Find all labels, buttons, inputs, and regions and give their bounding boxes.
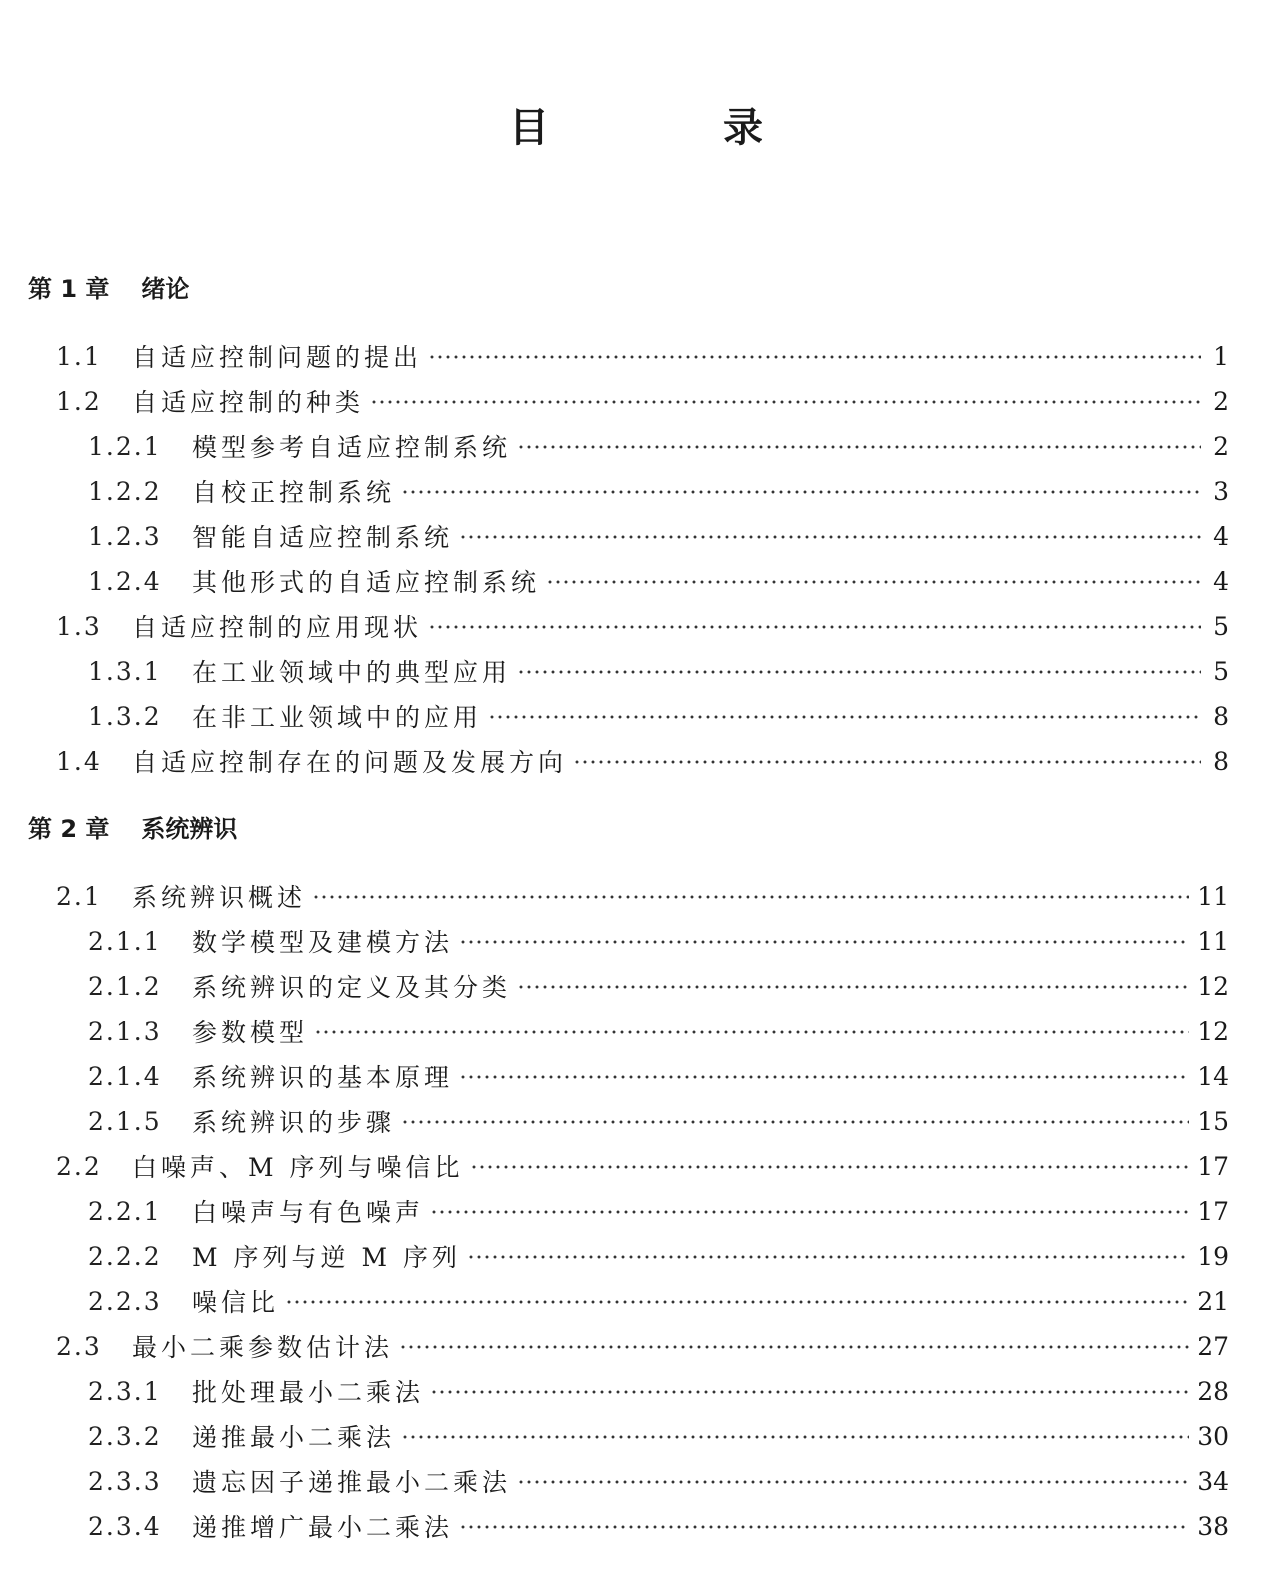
page-number: 8: [1213, 746, 1229, 776]
section-title: 自校正控制系统: [192, 478, 396, 507]
section-number: 2.1.4: [88, 1061, 162, 1091]
dot-leader: [459, 1506, 1189, 1546]
page-number: 19: [1197, 1241, 1229, 1271]
page-number: 4: [1213, 521, 1229, 551]
chapter-number: 第 1 章: [28, 275, 110, 303]
section-title: 最小二乘参数估计法: [132, 1333, 394, 1362]
section-number: 2.2.1: [88, 1196, 162, 1226]
dot-leader: [314, 1011, 1189, 1051]
toc-entry[interactable]: [88, 696, 1229, 736]
page-number: 11: [1197, 926, 1229, 956]
section-number: 1.3.1: [88, 656, 162, 686]
section-title: 白噪声、M 序列与噪信比: [132, 1153, 464, 1182]
page-number: 11: [1197, 881, 1229, 911]
section-number: 2.3.1: [88, 1376, 162, 1406]
dot-leader: [459, 921, 1189, 961]
section-title: 噪信比: [192, 1288, 280, 1317]
section-number: 2.2.3: [88, 1286, 162, 1316]
section-number: 2.2.2: [88, 1241, 162, 1271]
section-title: 递推最小二乘法: [192, 1423, 396, 1452]
section-number: 1.2.4: [88, 566, 162, 596]
section-title: 自适应控制问题的提出: [132, 343, 423, 372]
page-number: 14: [1197, 1061, 1229, 1091]
page-number: 12: [1197, 1016, 1229, 1046]
page-number: 5: [1213, 611, 1229, 641]
section-number: 2.1: [56, 881, 102, 911]
section-title: 递推增广最小二乘法: [192, 1513, 454, 1542]
dot-leader: [430, 1371, 1189, 1411]
toc-entry[interactable]: [88, 921, 1229, 961]
section-number: 2.3.3: [88, 1466, 162, 1496]
page-number: 2: [1213, 386, 1229, 416]
section-number: 2.2: [56, 1151, 102, 1181]
section-number: 2.3.4: [88, 1511, 162, 1541]
chapter-title: 绪论: [141, 275, 190, 303]
section-number: 2.1.1: [88, 926, 162, 956]
toc-entry[interactable]: [88, 1101, 1229, 1141]
dot-leader: [401, 1101, 1189, 1141]
page-number: 21: [1197, 1286, 1229, 1316]
dot-leader: [517, 966, 1189, 1006]
section-title: 其他形式的自适应控制系统: [192, 568, 541, 597]
dot-leader: [546, 561, 1201, 601]
section-number: 2.1.5: [88, 1106, 162, 1136]
section-number: 2.1.2: [88, 971, 162, 1001]
toc-entry[interactable]: [56, 741, 1229, 781]
dot-leader: [401, 1416, 1189, 1456]
section-title: 系统辨识概述: [132, 883, 307, 912]
toc-entry[interactable]: [56, 606, 1229, 646]
dot-leader: [459, 1056, 1189, 1096]
section-number: 1.2: [56, 386, 102, 416]
section-title: 参数模型: [192, 1018, 309, 1047]
page-number: 27: [1197, 1331, 1229, 1361]
toc-entry[interactable]: [88, 516, 1229, 556]
dot-leader: [467, 1236, 1189, 1276]
toc-entry[interactable]: [56, 381, 1229, 421]
page-title: 目 录: [509, 105, 843, 151]
section-number: 2.3.2: [88, 1421, 162, 1451]
section-number: 1.2.3: [88, 521, 162, 551]
page-number: 1: [1213, 341, 1229, 371]
section-title: 模型参考自适应控制系统: [192, 433, 512, 462]
section-number: 1.4: [56, 746, 102, 776]
toc-entry[interactable]: [88, 1236, 1229, 1276]
dot-leader: [459, 516, 1201, 556]
section-title: 在非工业领域中的应用: [192, 703, 483, 732]
chapter-heading[interactable]: [28, 812, 237, 846]
toc-entry[interactable]: [56, 336, 1229, 376]
toc-entry[interactable]: [88, 1416, 1229, 1456]
toc-entry[interactable]: [88, 966, 1229, 1006]
section-title: 智能自适应控制系统: [192, 523, 454, 552]
chapter-heading[interactable]: [28, 272, 189, 306]
page-number: 38: [1197, 1511, 1229, 1541]
toc-entry[interactable]: [88, 1191, 1229, 1231]
page-number: 17: [1197, 1196, 1229, 1226]
page-number: 4: [1213, 566, 1229, 596]
toc-entry[interactable]: [88, 1461, 1229, 1501]
section-number: 2.3: [56, 1331, 102, 1361]
section-title: 自适应控制存在的问题及发展方向: [132, 748, 568, 777]
section-number: 1.2.1: [88, 431, 162, 461]
dot-leader: [573, 741, 1201, 781]
section-number: 1.3.2: [88, 701, 162, 731]
dot-leader: [285, 1281, 1189, 1321]
toc-entry[interactable]: [88, 1371, 1229, 1411]
toc-entry[interactable]: [88, 651, 1229, 691]
page-number: 28: [1197, 1376, 1229, 1406]
section-title: 系统辨识的基本原理: [192, 1063, 454, 1092]
section-title: 自适应控制的种类: [132, 388, 365, 417]
section-number: 1.3: [56, 611, 102, 641]
section-number: 2.1.3: [88, 1016, 162, 1046]
dot-leader: [517, 1461, 1189, 1501]
dot-leader: [312, 876, 1189, 916]
section-title: 自适应控制的应用现状: [132, 613, 423, 642]
chapter-title: 系统辨识: [141, 815, 238, 843]
dot-leader: [517, 426, 1201, 466]
toc-entry[interactable]: [56, 1326, 1229, 1366]
section-title: 在工业领域中的典型应用: [192, 658, 512, 687]
toc-entry[interactable]: [88, 1056, 1229, 1096]
dot-leader: [470, 1146, 1190, 1186]
page-number: 34: [1197, 1466, 1229, 1496]
dot-leader: [399, 1326, 1189, 1366]
section-title: 数学模型及建模方法: [192, 928, 454, 957]
toc-entry[interactable]: [88, 426, 1229, 466]
section-title: 系统辨识的步骤: [192, 1108, 396, 1137]
section-title: M 序列与逆 M 序列: [192, 1243, 462, 1272]
toc-entry[interactable]: [56, 876, 1229, 916]
toc-entry[interactable]: [88, 1506, 1229, 1546]
section-title: 遗忘因子递推最小二乘法: [192, 1468, 512, 1497]
section-title: 系统辨识的定义及其分类: [192, 973, 512, 1002]
dot-leader: [430, 1191, 1189, 1231]
toc-entry[interactable]: [88, 561, 1229, 601]
dot-leader: [428, 336, 1201, 376]
page-number: 3: [1213, 476, 1229, 506]
page-number: 5: [1213, 656, 1229, 686]
toc-entry[interactable]: [88, 471, 1229, 511]
page-number: 2: [1213, 431, 1229, 461]
section-number: 1.1: [56, 341, 102, 371]
page-number: 12: [1197, 971, 1229, 1001]
toc-entry[interactable]: [88, 1011, 1229, 1051]
dot-leader: [370, 381, 1201, 421]
page-number: 15: [1197, 1106, 1229, 1136]
dot-leader: [488, 696, 1201, 736]
toc-entry[interactable]: [88, 1281, 1229, 1321]
dot-leader: [517, 651, 1201, 691]
dot-leader: [428, 606, 1201, 646]
section-number: 1.2.2: [88, 476, 162, 506]
chapter-number: 第 2 章: [28, 815, 110, 843]
section-title: 批处理最小二乘法: [192, 1378, 425, 1407]
page-number: 8: [1213, 701, 1229, 731]
section-title: 白噪声与有色噪声: [192, 1198, 425, 1227]
dot-leader: [401, 471, 1201, 511]
page-number: 17: [1197, 1151, 1229, 1181]
toc-entry[interactable]: [56, 1146, 1229, 1186]
page-number: 30: [1197, 1421, 1229, 1451]
